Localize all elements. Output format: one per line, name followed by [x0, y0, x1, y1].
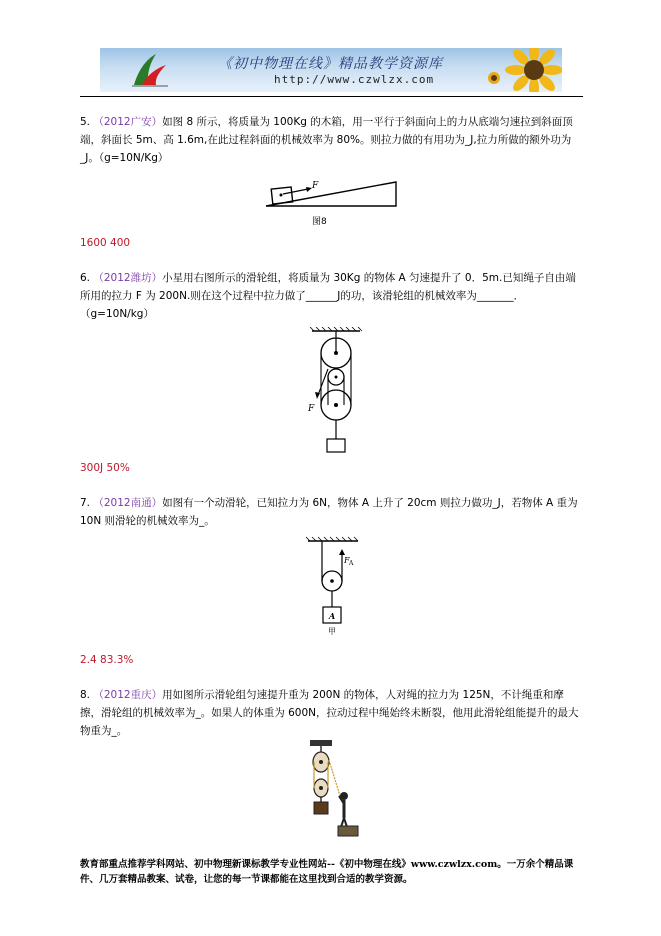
question-number: 6.: [80, 272, 91, 284]
question-source: （2012重庆）: [93, 689, 163, 701]
force-subscript: A: [349, 560, 354, 567]
banner-url[interactable]: http://www.czwlzx.com: [274, 73, 435, 86]
question-source: （2012潍坊）: [93, 272, 163, 284]
answer-7: 2.4 83.3%: [80, 654, 134, 666]
figure-person-pulley: [298, 740, 364, 838]
force-label: F: [312, 181, 319, 191]
question-number: 7.: [80, 497, 91, 509]
question-number: 8.: [80, 689, 91, 701]
question-source: （2012南通）: [93, 497, 163, 509]
figure-pulley-group: [308, 327, 364, 455]
question-text: 用如图所示滑轮组匀速提升重为 200N 的物体，人对绳的拉力为 125N，不计绳重和摩擦，滑轮组的机械效率为_。如果人的体重为 600N，拉动过程中绳始终未断裂，他用此滑轮组能提升的最大物重为_。: [80, 689, 579, 737]
question-7: [80, 494, 583, 530]
header-banner: [100, 48, 562, 92]
logo-icon: [128, 51, 172, 89]
question-text: 如图 8 所示，将质量为 100Kg 的木箱，用一平行于斜面向上的力从底端匀速拉到斜面顶端，斜面长 5m、高 1.6m,在此过程斜面的机械效率为 80%。则拉力做的有用功为_J,拉力所做的额外功为_J。（g=10N/Kg）: [80, 116, 573, 164]
banner-title: 《初中物理在线》精品教学资源库: [218, 56, 443, 72]
question-text: 如图有一个动滑轮，已知拉力为 6N，物体 A 上升了 20cm 则拉力做功_J，若物体 A 重为 10N 则滑轮的机械效率为_。: [80, 497, 578, 527]
figure-8-incline: [262, 178, 400, 228]
sunflower-image: [482, 48, 562, 92]
figure-caption: 甲: [328, 627, 336, 636]
header-divider: [80, 96, 583, 97]
force-label: F: [308, 404, 315, 414]
force-label: F: [344, 556, 350, 565]
question-text: 小星用右图所示的滑轮组，将质量为 30Kg 的物体 A 匀速提升了 0．5m.已知绳子自由端所用的拉力 F 为 200N.则在这个过程中拉力做了______J的功，该滑轮组的机械效率为_______．（g=10N/kg）: [80, 272, 576, 320]
question-6: [80, 269, 583, 323]
page-footer: 教育部重点推荐学科网站、初中物理新课标教学专业性网站--《初中物理在线》www.czwlzx.com。一万余个精品课件、几万套精品教案、试卷，让您的每一节课都能在这里找到合适的教学资源。: [80, 859, 574, 885]
figure-caption: 图8: [312, 217, 327, 227]
question-source: （2012广安）: [93, 116, 163, 128]
block-label: A: [329, 611, 336, 621]
answer-5: 1600 400: [80, 237, 131, 249]
answer-6: 300J 50%: [80, 462, 130, 474]
question-5: [80, 113, 583, 167]
question-8: [80, 686, 583, 740]
figure-movable-pulley: [306, 535, 362, 637]
question-number: 5.: [80, 116, 91, 128]
